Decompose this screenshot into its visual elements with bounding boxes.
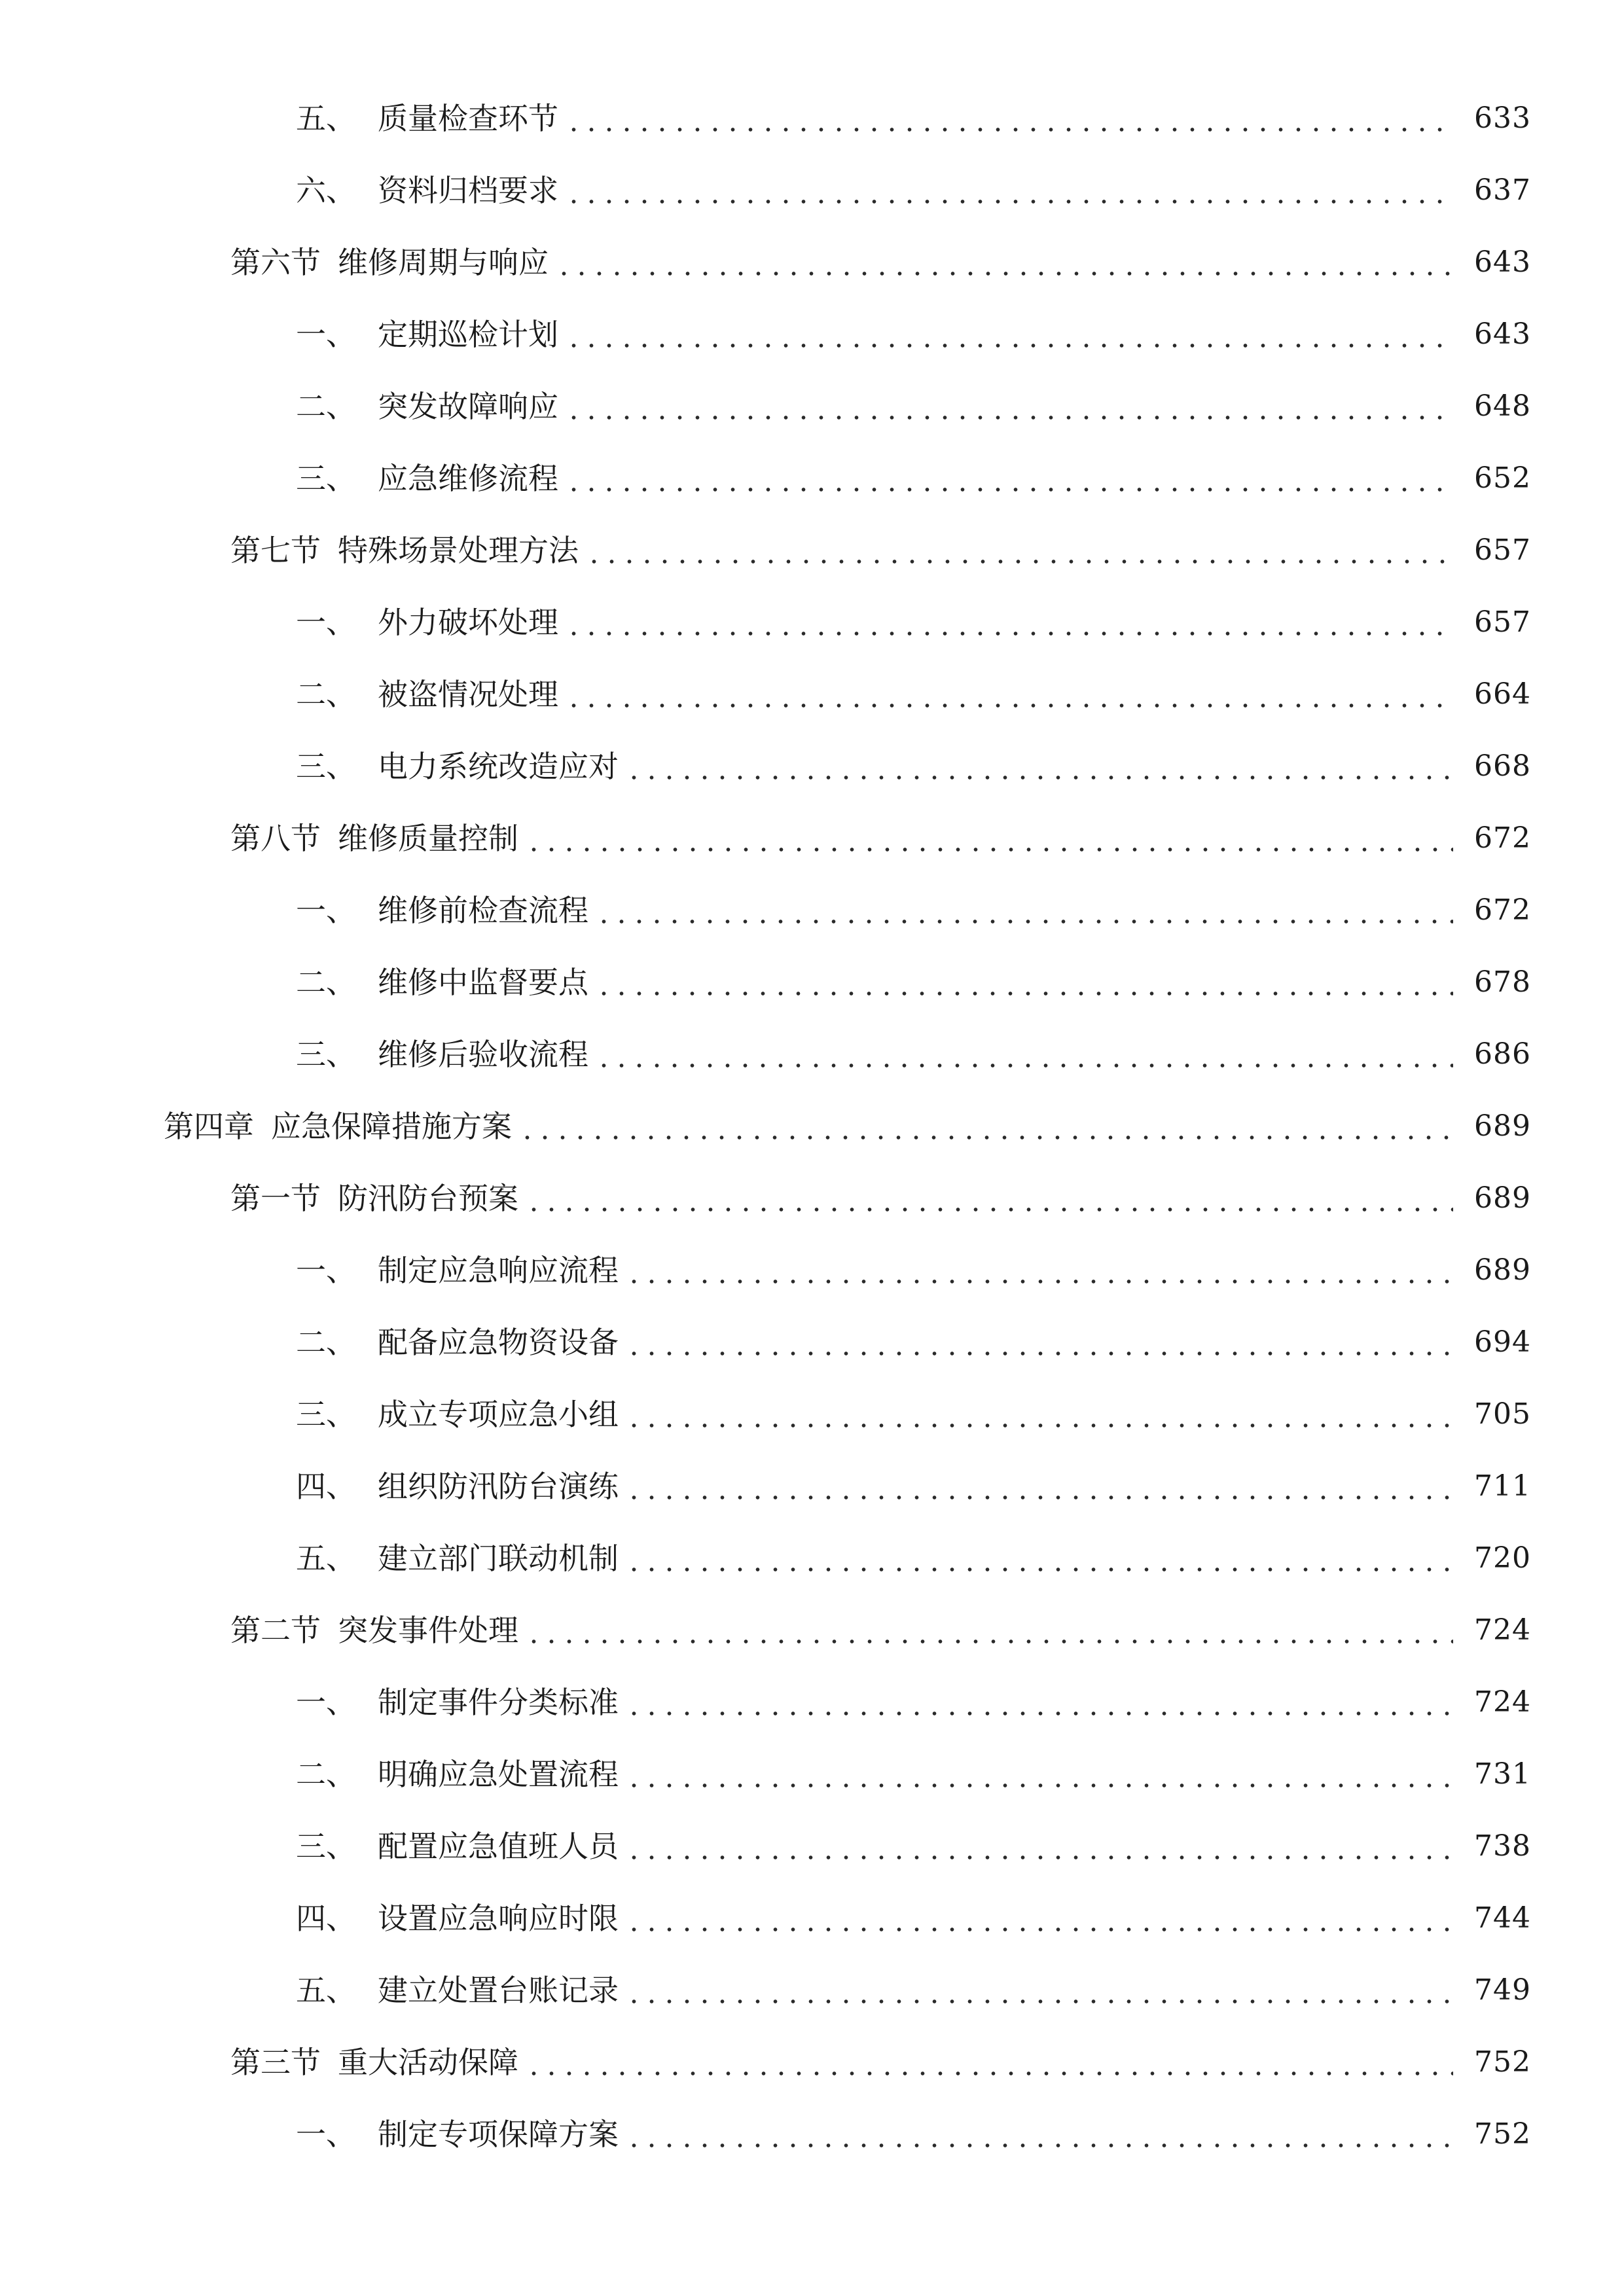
- dot-leader: [625, 1467, 1453, 1506]
- toc-entry-marker: 第一节: [230, 1181, 321, 1216]
- toc-entry-title: 制定事件分类标准: [378, 1685, 619, 1720]
- toc-entry-page-number: 664: [1474, 677, 1531, 711]
- toc-entry-marker: 五、: [296, 1973, 356, 2008]
- toc-entry-page-number: 705: [1474, 1397, 1531, 1431]
- toc-entry-title: 应急保障措施方案: [271, 1109, 512, 1144]
- toc-entry-item[interactable]: [0, 370, 1624, 442]
- toc-entry-title: 维修前检查流程: [378, 893, 588, 928]
- toc-entry-marker: 六、: [296, 173, 356, 208]
- dot-leader: [565, 675, 1453, 714]
- toc-entry-marker: 四、: [296, 1469, 356, 1504]
- toc-entry-section[interactable]: [0, 226, 1624, 298]
- toc-entry-page-number: 678: [1474, 965, 1531, 999]
- toc-entry-title: 维修中监督要点: [378, 965, 588, 1000]
- toc-entry-marker: 第四章: [164, 1109, 254, 1144]
- toc-entry-item[interactable]: [0, 946, 1624, 1018]
- toc-entry-page-number: 648: [1474, 389, 1531, 423]
- toc-entry-title: 资料归档要求: [378, 173, 558, 208]
- dot-leader: [565, 459, 1453, 498]
- toc-entry-title: 特殊场景处理方法: [338, 533, 579, 568]
- toc-entry-page-number: 652: [1474, 461, 1531, 495]
- toc-entry-section[interactable]: [0, 2026, 1624, 2098]
- toc-entry-item[interactable]: [0, 658, 1624, 730]
- toc-entry-item[interactable]: [0, 1306, 1624, 1378]
- toc-entry-page-number: 694: [1474, 1325, 1531, 1359]
- toc-entry-marker: 第六节: [230, 245, 321, 280]
- toc-entry-page-number: 720: [1474, 1541, 1531, 1575]
- dot-leader: [595, 1035, 1453, 1074]
- toc-entry-page-number: 731: [1474, 1757, 1531, 1791]
- toc-entry-title: 建立处置台账记录: [378, 1973, 619, 2008]
- dot-leader: [625, 747, 1453, 786]
- toc-entry-page-number: 752: [1474, 2117, 1531, 2151]
- toc-entry-page-number: 633: [1474, 101, 1531, 135]
- toc-entry-page-number: 689: [1474, 1109, 1531, 1143]
- dot-leader: [625, 1827, 1453, 1866]
- dot-leader: [585, 531, 1453, 570]
- toc-entry-marker: 五、: [296, 101, 356, 136]
- toc-entry-marker: 一、: [296, 893, 356, 928]
- toc-entry-marker: 二、: [296, 389, 356, 424]
- toc-entry-marker: 二、: [296, 965, 356, 1000]
- toc-entry-marker: 三、: [296, 461, 356, 496]
- toc-entry-marker: 第二节: [230, 1613, 321, 1648]
- toc-entry-title: 配置应急值班人员: [378, 1829, 619, 1864]
- toc-entry-marker: 第七节: [230, 533, 321, 568]
- toc-entry-item[interactable]: [0, 1018, 1624, 1090]
- toc-entry-marker: 三、: [296, 749, 356, 784]
- toc-entry-section[interactable]: [0, 1594, 1624, 1666]
- toc-entry-section[interactable]: [0, 802, 1624, 874]
- toc-entry-item[interactable]: [0, 1810, 1624, 1882]
- toc-entry-marker: 一、: [296, 605, 356, 640]
- toc-entry-title: 重大活动保障: [338, 2045, 518, 2080]
- toc-entry-page-number: 657: [1474, 533, 1531, 567]
- dot-leader: [625, 1323, 1453, 1362]
- dot-leader: [625, 1251, 1453, 1290]
- toc-entry-title: 维修质量控制: [338, 821, 518, 856]
- toc-entry-page-number: 749: [1474, 1973, 1531, 2007]
- toc-entry-item[interactable]: [0, 2098, 1624, 2170]
- toc-entry-marker: 二、: [296, 677, 356, 712]
- toc-entry-title: 防汛防台预案: [338, 1181, 518, 1216]
- toc-entry-page-number: 724: [1474, 1613, 1531, 1647]
- dot-leader: [625, 1539, 1453, 1578]
- toc-entry-marker: 二、: [296, 1757, 356, 1792]
- table-of-contents: [0, 82, 1624, 2170]
- toc-entry-item[interactable]: [0, 154, 1624, 226]
- toc-entry-chapter[interactable]: [0, 1090, 1624, 1162]
- toc-entry-page-number: 637: [1474, 173, 1531, 207]
- toc-entry-item[interactable]: [0, 82, 1624, 154]
- dot-leader: [565, 99, 1453, 138]
- toc-entry-title: 组织防汛防台演练: [378, 1469, 619, 1504]
- toc-entry-title: 明确应急处置流程: [378, 1757, 619, 1792]
- toc-entry-marker: 三、: [296, 1829, 356, 1864]
- toc-entry-title: 设置应急响应时限: [378, 1901, 619, 1936]
- dot-leader: [595, 891, 1453, 930]
- dot-leader: [525, 1611, 1453, 1650]
- toc-entry-marker: 二、: [296, 1325, 356, 1360]
- toc-entry-title: 电力系统改造应对: [378, 749, 619, 784]
- toc-entry-marker: 一、: [296, 1253, 356, 1288]
- toc-entry-title: 建立部门联动机制: [378, 1541, 619, 1576]
- toc-entry-marker: 第八节: [230, 821, 321, 856]
- toc-entry-item[interactable]: [0, 1234, 1624, 1306]
- dot-leader: [625, 1395, 1453, 1434]
- toc-entry-item[interactable]: [0, 1882, 1624, 1954]
- toc-entry-page-number: 689: [1474, 1181, 1531, 1215]
- toc-entry-title: 制定应急响应流程: [378, 1253, 619, 1288]
- dot-leader: [625, 1971, 1453, 2010]
- toc-entry-page-number: 689: [1474, 1253, 1531, 1287]
- toc-entry-page-number: 657: [1474, 605, 1531, 639]
- toc-entry-title: 制定专项保障方案: [378, 2117, 619, 2152]
- toc-entry-item[interactable]: [0, 874, 1624, 946]
- toc-entry-page-number: 744: [1474, 1901, 1531, 1935]
- toc-entry-page-number: 724: [1474, 1685, 1531, 1719]
- dot-leader: [525, 1179, 1453, 1218]
- dot-leader: [565, 603, 1453, 642]
- toc-entry-marker: 三、: [296, 1397, 356, 1432]
- toc-entry-marker: 第三节: [230, 2045, 321, 2080]
- toc-entry-page-number: 672: [1474, 893, 1531, 927]
- dot-leader: [625, 2115, 1453, 2154]
- dot-leader: [565, 387, 1453, 426]
- toc-entry-item[interactable]: [0, 298, 1624, 370]
- toc-entry-page-number: 752: [1474, 2045, 1531, 2079]
- toc-entry-item[interactable]: [0, 1738, 1624, 1810]
- toc-entry-marker: 一、: [296, 317, 356, 352]
- toc-entry-title: 应急维修流程: [378, 461, 558, 496]
- dot-leader: [565, 315, 1453, 354]
- toc-entry-title: 配备应急物资设备: [378, 1325, 619, 1360]
- toc-entry-page-number: 668: [1474, 749, 1531, 783]
- dot-leader: [595, 963, 1453, 1002]
- toc-entry-title: 维修后验收流程: [378, 1037, 588, 1072]
- toc-entry-item[interactable]: [0, 1522, 1624, 1594]
- dot-leader: [625, 1683, 1453, 1722]
- toc-entry-title: 突发故障响应: [378, 389, 558, 424]
- toc-entry-marker: 五、: [296, 1541, 356, 1576]
- toc-entry-title: 被盗情况处理: [378, 677, 558, 712]
- toc-entry-title: 成立专项应急小组: [378, 1397, 619, 1432]
- toc-entry-page-number: 672: [1474, 821, 1531, 855]
- toc-entry-page-number: 643: [1474, 245, 1531, 279]
- dot-leader: [565, 171, 1453, 210]
- toc-entry-item[interactable]: [0, 1666, 1624, 1738]
- dot-leader: [525, 819, 1453, 858]
- toc-entry-item[interactable]: [0, 1450, 1624, 1522]
- toc-entry-title: 维修周期与响应: [338, 245, 549, 280]
- dot-leader: [555, 243, 1453, 282]
- toc-entry-item[interactable]: [0, 730, 1624, 802]
- toc-entry-item[interactable]: [0, 442, 1624, 514]
- toc-entry-marker: 一、: [296, 2117, 356, 2152]
- toc-entry-page-number: 738: [1474, 1829, 1531, 1863]
- toc-entry-title: 质量检查环节: [378, 101, 558, 136]
- toc-entry-marker: 四、: [296, 1901, 356, 1936]
- toc-entry-section[interactable]: [0, 1162, 1624, 1234]
- toc-entry-title: 定期巡检计划: [378, 317, 558, 352]
- toc-entry-title: 突发事件处理: [338, 1613, 518, 1648]
- toc-entry-item[interactable]: [0, 1954, 1624, 2026]
- toc-entry-page-number: 643: [1474, 317, 1531, 351]
- toc-entry-title: 外力破坏处理: [378, 605, 558, 640]
- toc-entry-marker: 三、: [296, 1037, 356, 1072]
- dot-leader: [625, 1755, 1453, 1794]
- toc-entry-page-number: 711: [1474, 1469, 1531, 1503]
- toc-entry-item[interactable]: [0, 586, 1624, 658]
- toc-entry-marker: 一、: [296, 1685, 356, 1720]
- dot-leader: [525, 2043, 1453, 2082]
- toc-entry-item[interactable]: [0, 1378, 1624, 1450]
- toc-entry-page-number: 686: [1474, 1037, 1531, 1071]
- toc-entry-section[interactable]: [0, 514, 1624, 586]
- dot-leader: [518, 1107, 1453, 1146]
- dot-leader: [625, 1899, 1453, 1938]
